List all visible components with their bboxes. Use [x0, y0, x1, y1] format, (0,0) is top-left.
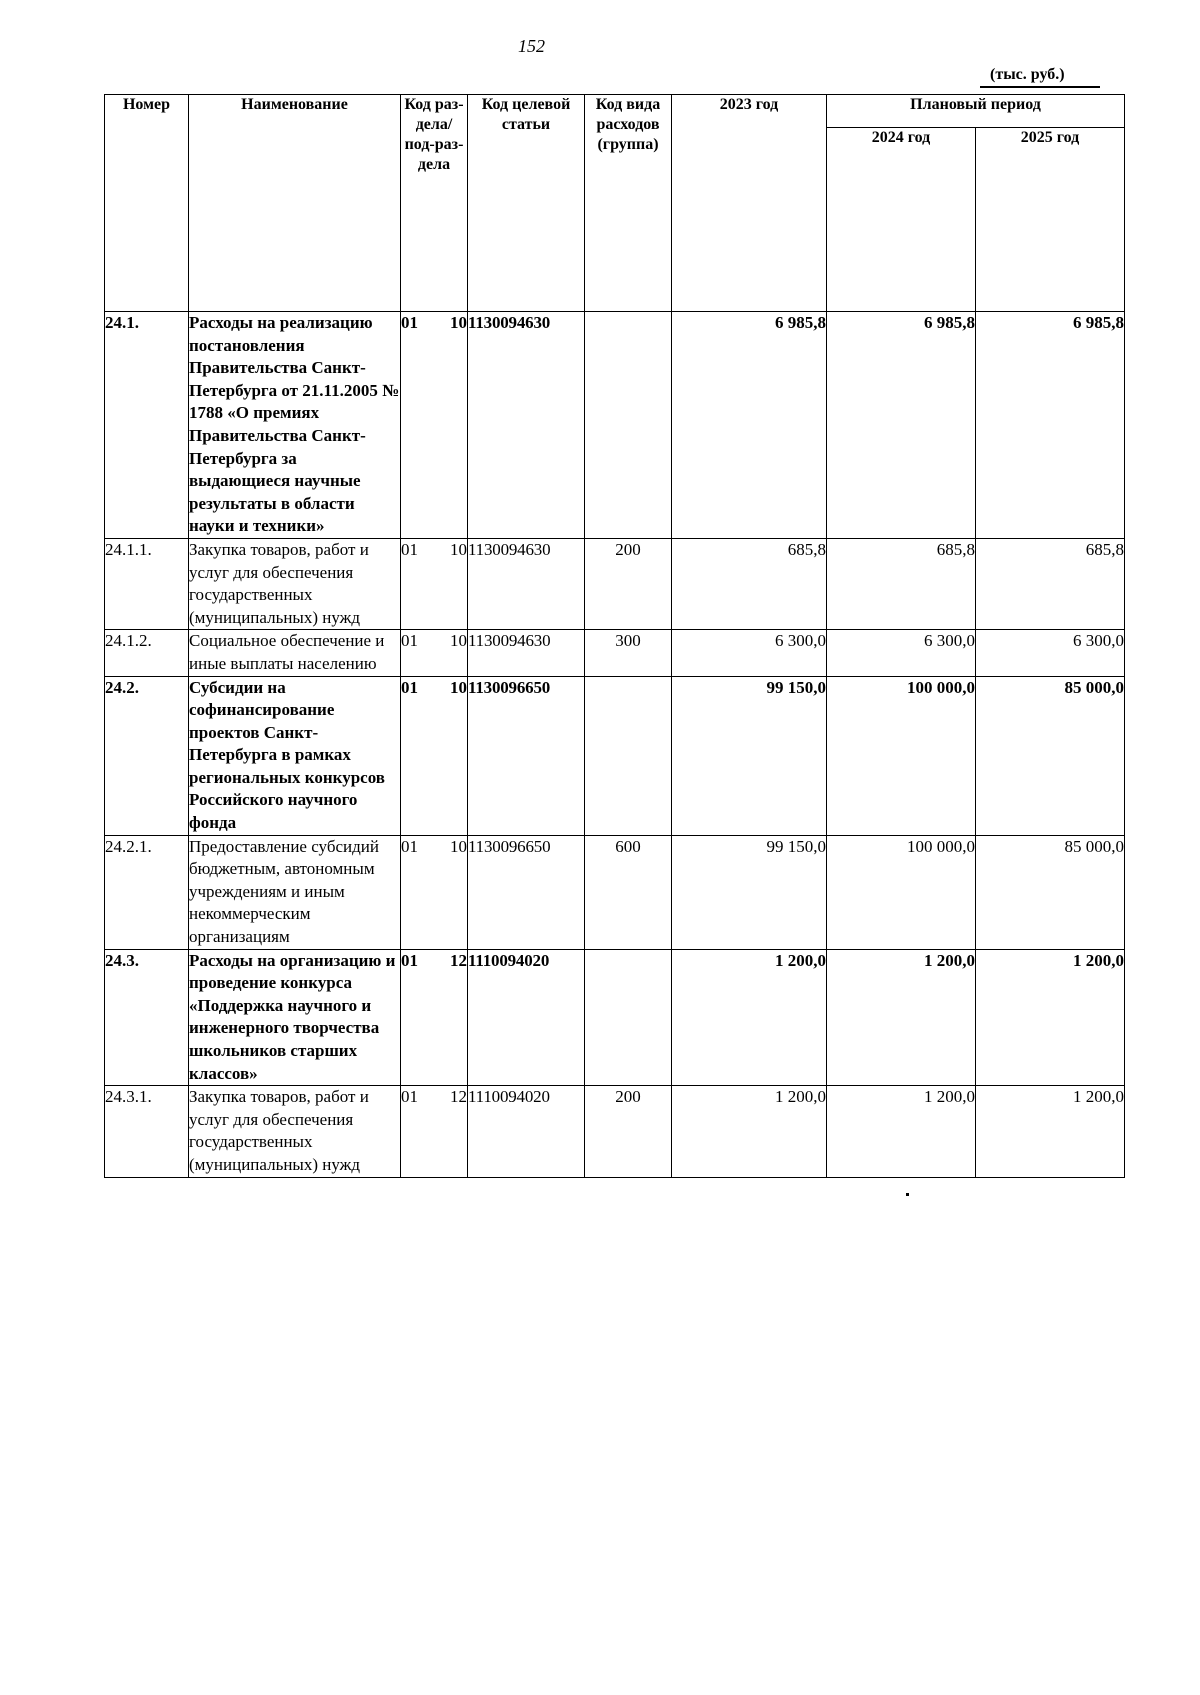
- row-razdel-code: 01: [401, 677, 418, 697]
- row-vid-code: [585, 676, 672, 835]
- header-target: Код целевой статьи: [468, 95, 585, 312]
- row-target-code: 1130096650: [468, 676, 585, 835]
- row-subrazdel-code: 10: [450, 631, 467, 651]
- row-razdel: [401, 630, 468, 676]
- row-vid-code: 600: [585, 835, 672, 949]
- row-target-code: 1110094020: [468, 949, 585, 1086]
- row-amount-2023: 6 300,0: [672, 630, 827, 676]
- units-label: (тыс. руб.): [990, 66, 1065, 83]
- row-vid-code: [585, 949, 672, 1086]
- header-2025: 2025 год: [976, 128, 1125, 312]
- units-rule: [980, 86, 1100, 88]
- table-body: [105, 312, 1125, 1178]
- row-razdel-code: 01: [401, 1087, 418, 1107]
- row-name: Предоставление субсидий бюджетным, автономным учреждениям и иным некоммерческим организациям: [189, 835, 401, 949]
- row-amount-2024: 100 000,0: [827, 676, 976, 835]
- header-2023: 2023 год: [672, 95, 827, 312]
- row-amount-2023: 1 200,0: [672, 1086, 827, 1177]
- row-amount-2023: 99 150,0: [672, 835, 827, 949]
- row-amount-2024: 1 200,0: [827, 1086, 976, 1177]
- row-razdel-code: 01: [401, 313, 418, 332]
- header-2024: 2024 год: [827, 128, 976, 312]
- table-row: [105, 538, 1125, 629]
- row-subrazdel-code: 12: [450, 950, 467, 970]
- row-razdel-code: 01: [401, 631, 418, 651]
- row-razdel-code: 01: [401, 950, 418, 970]
- row-target-code: 1130096650: [468, 835, 585, 949]
- row-vid-code: 200: [585, 1086, 672, 1177]
- row-target-code: 1130094630: [468, 630, 585, 676]
- budget-table: [104, 94, 1125, 1178]
- row-amount-2023: 6 985,8: [672, 312, 827, 539]
- row-number: 24.1.2.: [105, 630, 189, 676]
- speck-mark: [906, 1193, 909, 1196]
- row-amount-2024: 6 985,8: [827, 312, 976, 539]
- row-number: 24.3.: [105, 949, 189, 1086]
- row-razdel: [401, 949, 468, 1086]
- row-razdel: [401, 676, 468, 835]
- row-amount-2024: 100 000,0: [827, 835, 976, 949]
- row-vid-code: 300: [585, 630, 672, 676]
- row-razdel: [401, 1086, 468, 1177]
- row-amount-2024: 685,8: [827, 538, 976, 629]
- row-razdel: [401, 538, 468, 629]
- row-amount-2025: 1 200,0: [976, 949, 1125, 1086]
- row-razdel-code: 01: [401, 836, 418, 856]
- row-amount-2025: 685,8: [976, 538, 1125, 629]
- table-row: [105, 676, 1125, 835]
- row-name: Закупка товаров, работ и услуг для обеспечения государственных (муниципальных) нужд: [189, 1086, 401, 1177]
- row-amount-2024: 1 200,0: [827, 949, 976, 1086]
- row-razdel: [401, 835, 468, 949]
- row-amount-2025: 6 985,8: [976, 312, 1125, 539]
- row-amount-2023: 1 200,0: [672, 949, 827, 1086]
- header-name: Наименование: [189, 95, 401, 312]
- row-name: Расходы на организацию и проведение конкурса «Поддержка научного и инженерного творчества школьников старших классов»: [189, 949, 401, 1086]
- header-razdel: Код раз-дела/ под-раз-дела: [401, 95, 468, 312]
- table-header-row: [105, 95, 1125, 128]
- row-name: Субсидии на софинансирование проектов Санкт-Петербурга в рамках региональных конкурсов Российского научного фонда: [189, 676, 401, 835]
- row-number: 24.2.: [105, 676, 189, 835]
- row-subrazdel-code: 10: [450, 677, 467, 697]
- row-subrazdel-code: 12: [450, 1087, 467, 1107]
- table-row: [105, 312, 1125, 539]
- page-number: 152: [518, 36, 545, 56]
- row-amount-2024: 6 300,0: [827, 630, 976, 676]
- table-row: [105, 630, 1125, 676]
- row-vid-code: 200: [585, 538, 672, 629]
- row-amount-2025: 85 000,0: [976, 676, 1125, 835]
- table-row: [105, 949, 1125, 1086]
- row-vid-code: [585, 312, 672, 539]
- row-subrazdel-code: 10: [450, 313, 467, 332]
- row-number: 24.3.1.: [105, 1086, 189, 1177]
- table-row: [105, 835, 1125, 949]
- row-name: Расходы на реализацию постановления Правительства Санкт-Петербурга от 21.11.2005 № 1788 «О премиях Правительства Санкт-Петербурга за выдающиеся научные результаты в области науки и техники»: [189, 312, 401, 539]
- row-number: 24.2.1.: [105, 835, 189, 949]
- row-amount-2025: 1 200,0: [976, 1086, 1125, 1177]
- row-name: Социальное обеспечение и иные выплаты населению: [189, 630, 401, 676]
- row-amount-2025: 6 300,0: [976, 630, 1125, 676]
- row-amount-2023: 99 150,0: [672, 676, 827, 835]
- header-number: Номер: [105, 95, 189, 312]
- header-planned-period: Плановый период: [827, 95, 1125, 128]
- row-name: Закупка товаров, работ и услуг для обеспечения государственных (муниципальных) нужд: [189, 538, 401, 629]
- row-subrazdel-code: 10: [450, 836, 467, 856]
- row-target-code: 1130094630: [468, 312, 585, 539]
- table-row: [105, 1086, 1125, 1177]
- row-subrazdel-code: 10: [450, 539, 467, 559]
- row-target-code: 1130094630: [468, 538, 585, 629]
- row-number: 24.1.1.: [105, 538, 189, 629]
- row-amount-2023: 685,8: [672, 538, 827, 629]
- row-razdel: [401, 312, 468, 539]
- header-vid: Код вида расходов (группа): [585, 95, 672, 312]
- row-razdel-code: 01: [401, 539, 418, 559]
- row-number: 24.1.: [105, 312, 189, 539]
- row-target-code: 1110094020: [468, 1086, 585, 1177]
- row-amount-2025: 85 000,0: [976, 835, 1125, 949]
